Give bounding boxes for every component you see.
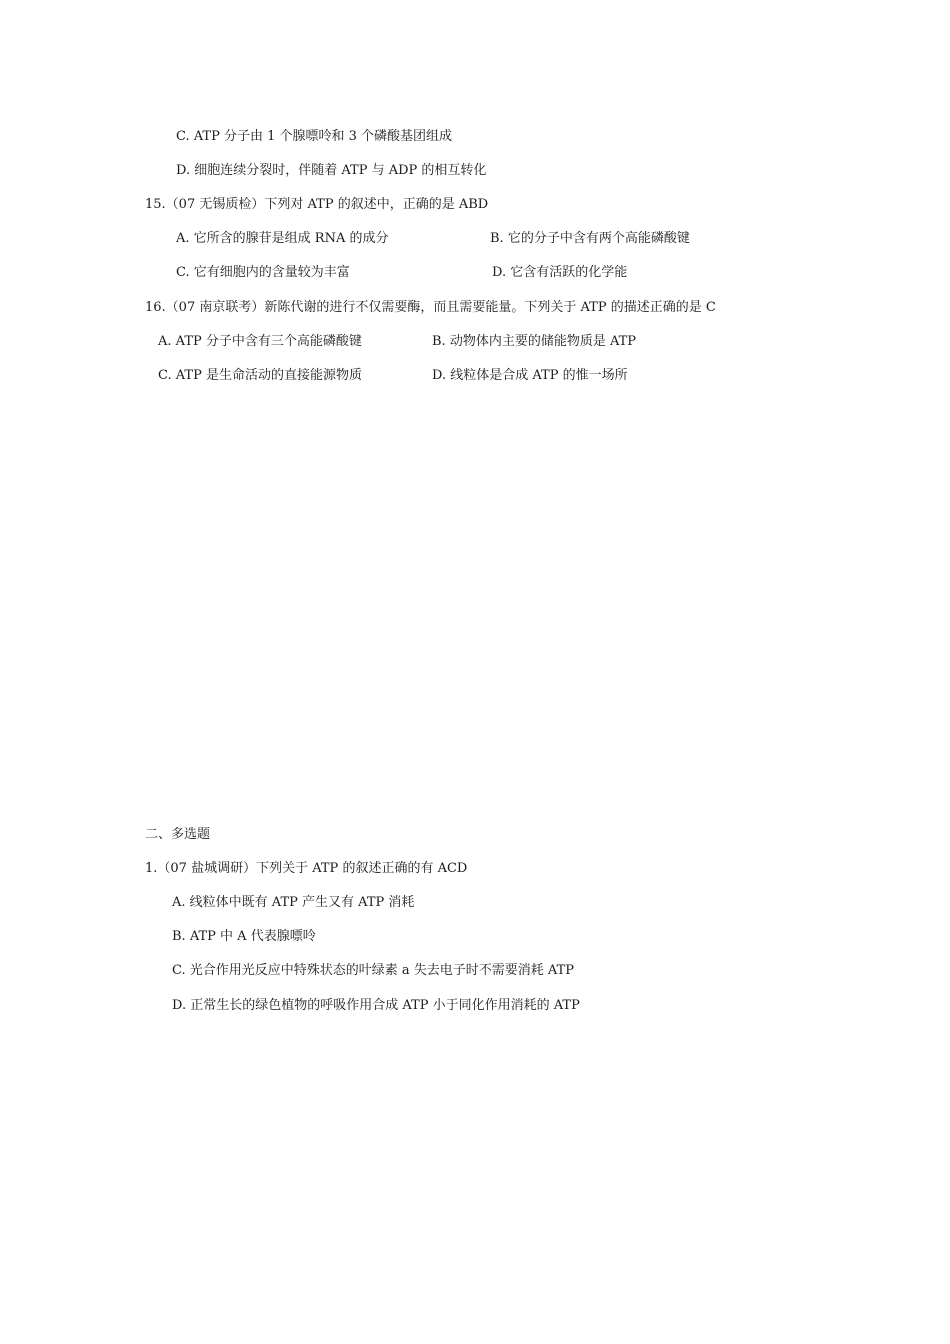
m1-option-d: D. 正常生长的绿色植物的呼吸作用合成 ATP 小于同化作用消耗的 ATP	[172, 998, 580, 1013]
q15-stem: 15.（07 无锡质检）下列对 ATP 的叙述中，正确的是 ABD	[145, 197, 489, 212]
q15-option-c: C. 它有细胞内的含量较为丰富	[176, 265, 350, 280]
m1-option-a: A. 线粒体中既有 ATP 产生又有 ATP 消耗	[172, 895, 415, 910]
m1-option-b: B. ATP 中 A 代表腺嘌呤	[172, 929, 316, 944]
m1-stem: 1.（07 盐城调研）下列关于 ATP 的叙述正确的有 ACD	[145, 861, 468, 876]
q16-option-b: B. 动物体内主要的储能物质是 ATP	[432, 334, 637, 349]
q16-option-a: A. ATP 分子中含有三个高能磷酸键	[158, 334, 362, 349]
q15-option-b: B. 它的分子中含有两个高能磷酸键	[490, 231, 690, 246]
q16-option-c: C. ATP 是生命活动的直接能源物质	[158, 368, 362, 383]
q16-stem: 16.（07 南京联考）新陈代谢的进行不仅需要酶，而且需要能量。下列关于 ATP 的描述正确的是 C	[145, 300, 716, 315]
q15-option-a: A. 它所含的腺苷是组成 RNA 的成分	[176, 231, 389, 246]
section-heading: 二、多选题	[145, 827, 211, 842]
q14-option-c: C. ATP 分子由 1 个腺嘌呤和 3 个磷酸基团组成	[176, 129, 453, 144]
q15-option-d: D. 它含有活跃的化学能	[492, 265, 628, 280]
m1-option-c: C. 光合作用光反应中特殊状态的叶绿素 a 失去电子时不需要消耗 ATP	[172, 963, 574, 978]
q14-option-d: D. 细胞连续分裂时，伴随着 ATP 与 ADP 的相互转化	[176, 163, 487, 178]
q16-option-d: D. 线粒体是合成 ATP 的惟一场所	[432, 368, 628, 383]
